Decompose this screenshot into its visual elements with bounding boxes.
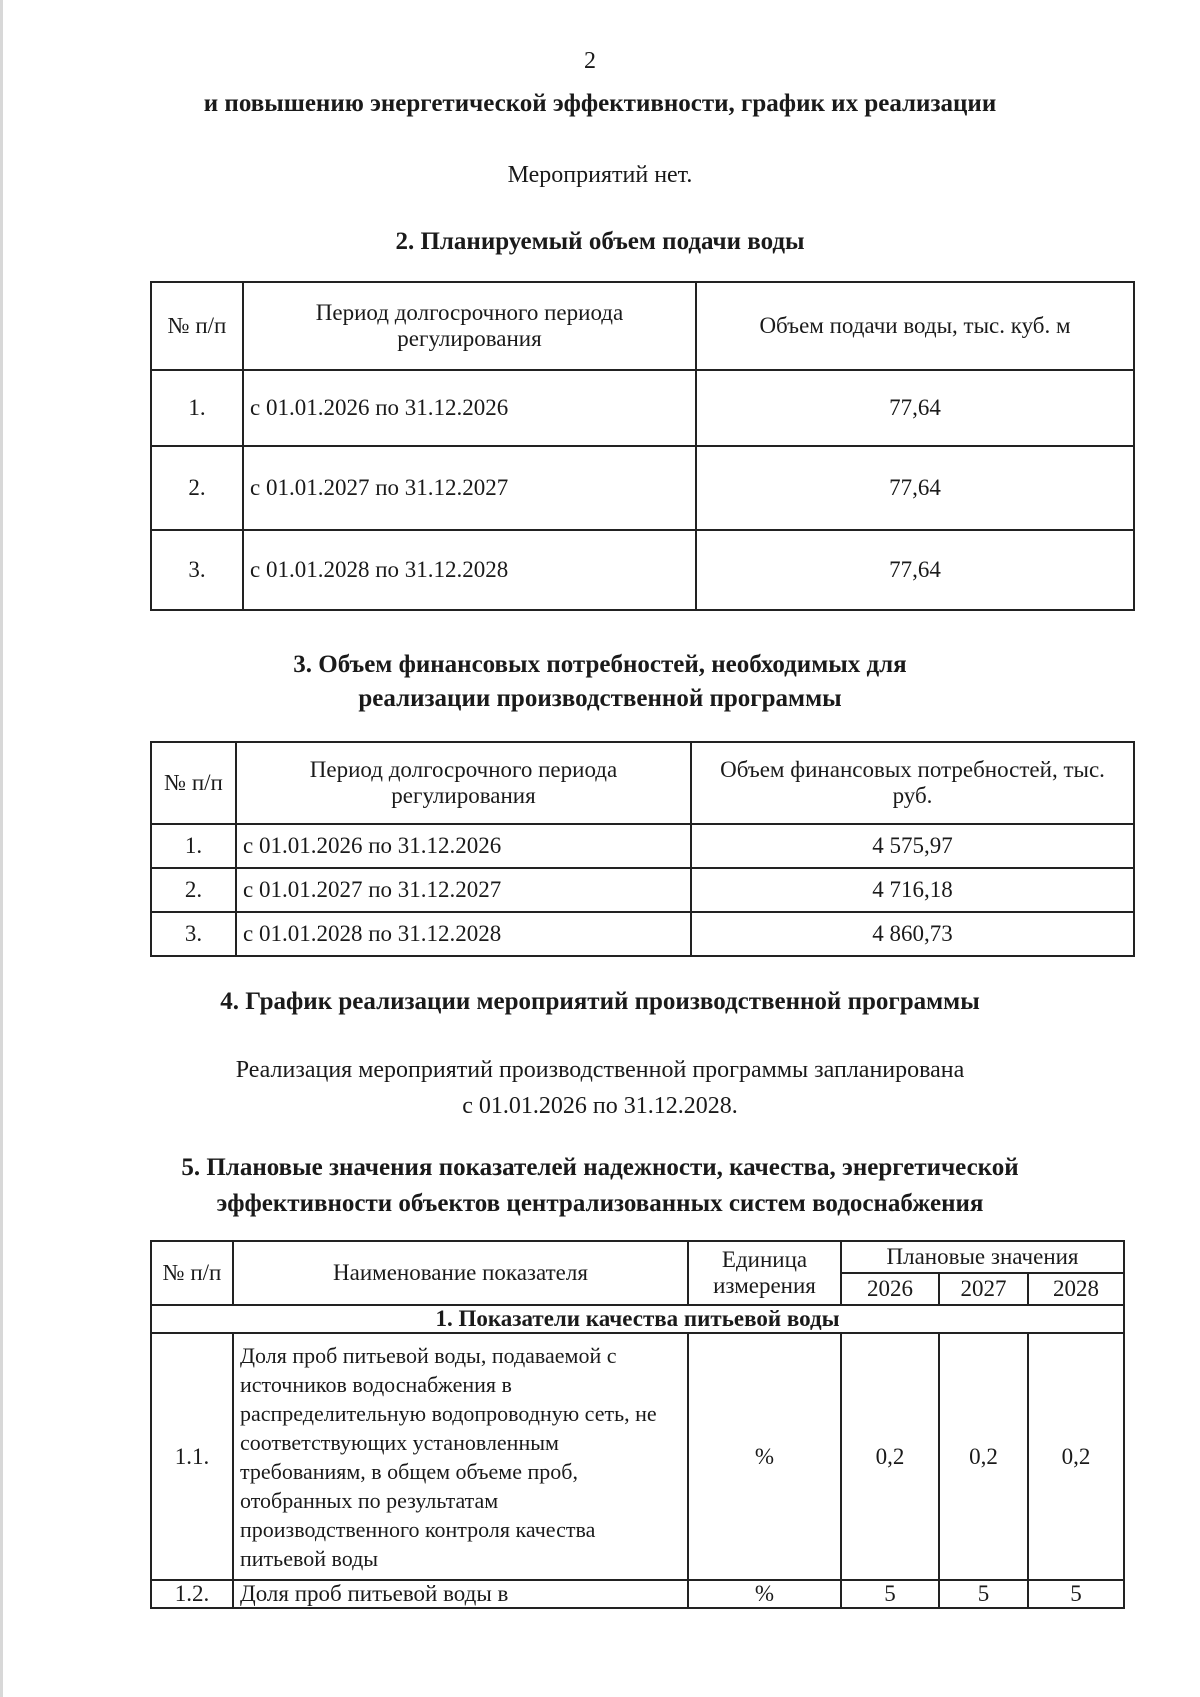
row-amount: 4 716,18: [691, 868, 1134, 912]
row-num: 1.1.: [151, 1333, 233, 1580]
row-indicator-name: Доля проб питьевой воды, подаваемой с источников водоснабжения в распределительную водопроводную сеть, не соответствующих установленным требованиям, в общем объеме проб, отобранных по результатам производственного контроля качества питьевой воды: [233, 1333, 688, 1580]
section5-title: [120, 1150, 1080, 1222]
row-value-2028: 0,2: [1028, 1333, 1124, 1580]
section4-title: 4. График реализации мероприятий производственной программы: [220, 988, 980, 1015]
header-period: Период долгосрочного периода регулирования: [243, 282, 696, 370]
row-period: с 01.01.2028 по 31.12.2028: [243, 530, 696, 610]
row-period: с 01.01.2028 по 31.12.2028: [236, 912, 691, 956]
table-header-row: [151, 1241, 1124, 1273]
row-period: с 01.01.2027 по 31.12.2027: [236, 868, 691, 912]
header-period: Период долгосрочного периода регулирования: [236, 742, 691, 824]
row-num: 2.: [151, 868, 236, 912]
header-volume: Объем подачи воды, тыс. куб. м: [696, 282, 1134, 370]
header-num: № п/п: [151, 1241, 233, 1305]
header-financial: Объем финансовых потребностей, тыс. руб.: [691, 742, 1134, 824]
row-value-2027: 0,2: [939, 1333, 1028, 1580]
header-planned: Плановые значения: [841, 1241, 1124, 1273]
row-num: 1.: [151, 370, 243, 446]
row-volume: 77,64: [696, 530, 1134, 610]
row-num: 1.: [151, 824, 236, 868]
table-row: [151, 1333, 1124, 1580]
row-unit: %: [688, 1580, 841, 1608]
scan-edge: [0, 0, 3, 1697]
row-amount: 4 860,73: [691, 912, 1134, 956]
section5-title-line1: 5. Плановые значения показателей надежности, качества, энергетической: [181, 1154, 1019, 1181]
intro-text: Мероприятий нет.: [507, 162, 693, 188]
header-num: № п/п: [151, 742, 236, 824]
row-value-2026: 5: [841, 1580, 939, 1608]
row-period: с 01.01.2026 по 31.12.2026: [243, 370, 696, 446]
section3-title-line2: реализации производственной программы: [358, 685, 842, 712]
row-volume: 77,64: [696, 370, 1134, 446]
section2-title: 2. Планируемый объем подачи воды: [395, 228, 805, 255]
section4-text: [120, 1052, 1080, 1124]
section3-title: [120, 648, 1080, 716]
supply-volume-table: [150, 281, 1135, 611]
header-year: 2027: [939, 1273, 1028, 1305]
table-row: [151, 824, 1134, 868]
table-row: [151, 530, 1134, 610]
header-year: 2026: [841, 1273, 939, 1305]
section4-text-line1: Реализация мероприятий производственной программы запланирована: [235, 1057, 965, 1083]
header-num: № п/п: [151, 282, 243, 370]
group-title: 1. Показатели качества питьевой воды: [151, 1305, 1124, 1333]
section5-title-line2: эффективности объектов централизованных систем водоснабжения: [216, 1190, 984, 1217]
row-volume: 77,64: [696, 446, 1134, 530]
section4-text-line2: с 01.01.2026 по 31.12.2028.: [462, 1093, 738, 1119]
row-num: 2.: [151, 446, 243, 530]
indicators-table: [150, 1240, 1125, 1609]
table-header-row: [151, 742, 1134, 824]
row-period: с 01.01.2026 по 31.12.2026: [236, 824, 691, 868]
section3-title-line1: 3. Объем финансовых потребностей, необходимых для: [293, 651, 907, 678]
table-row: [151, 868, 1134, 912]
table-row: [151, 446, 1134, 530]
row-num: 1.2.: [151, 1580, 233, 1608]
row-period: с 01.01.2027 по 31.12.2027: [243, 446, 696, 530]
row-indicator-name: Доля проб питьевой воды в: [233, 1580, 688, 1608]
row-value-2028: 5: [1028, 1580, 1124, 1608]
financial-needs-table: [150, 741, 1135, 957]
row-unit: %: [688, 1333, 841, 1580]
intro-heading: и повышению энергетической эффективности, график их реализации: [203, 90, 997, 117]
header-name: Наименование показателя: [233, 1241, 688, 1305]
table-header-row: [151, 282, 1134, 370]
row-amount: 4 575,97: [691, 824, 1134, 868]
page-number: 2: [584, 48, 596, 74]
table-row: [151, 370, 1134, 446]
table-row: [151, 912, 1134, 956]
header-year: 2028: [1028, 1273, 1124, 1305]
table-group-row: [151, 1305, 1124, 1333]
header-unit: Единица измерения: [688, 1241, 841, 1305]
row-num: 3.: [151, 912, 236, 956]
row-value-2027: 5: [939, 1580, 1028, 1608]
row-num: 3.: [151, 530, 243, 610]
row-value-2026: 0,2: [841, 1333, 939, 1580]
table-row: [151, 1580, 1124, 1608]
